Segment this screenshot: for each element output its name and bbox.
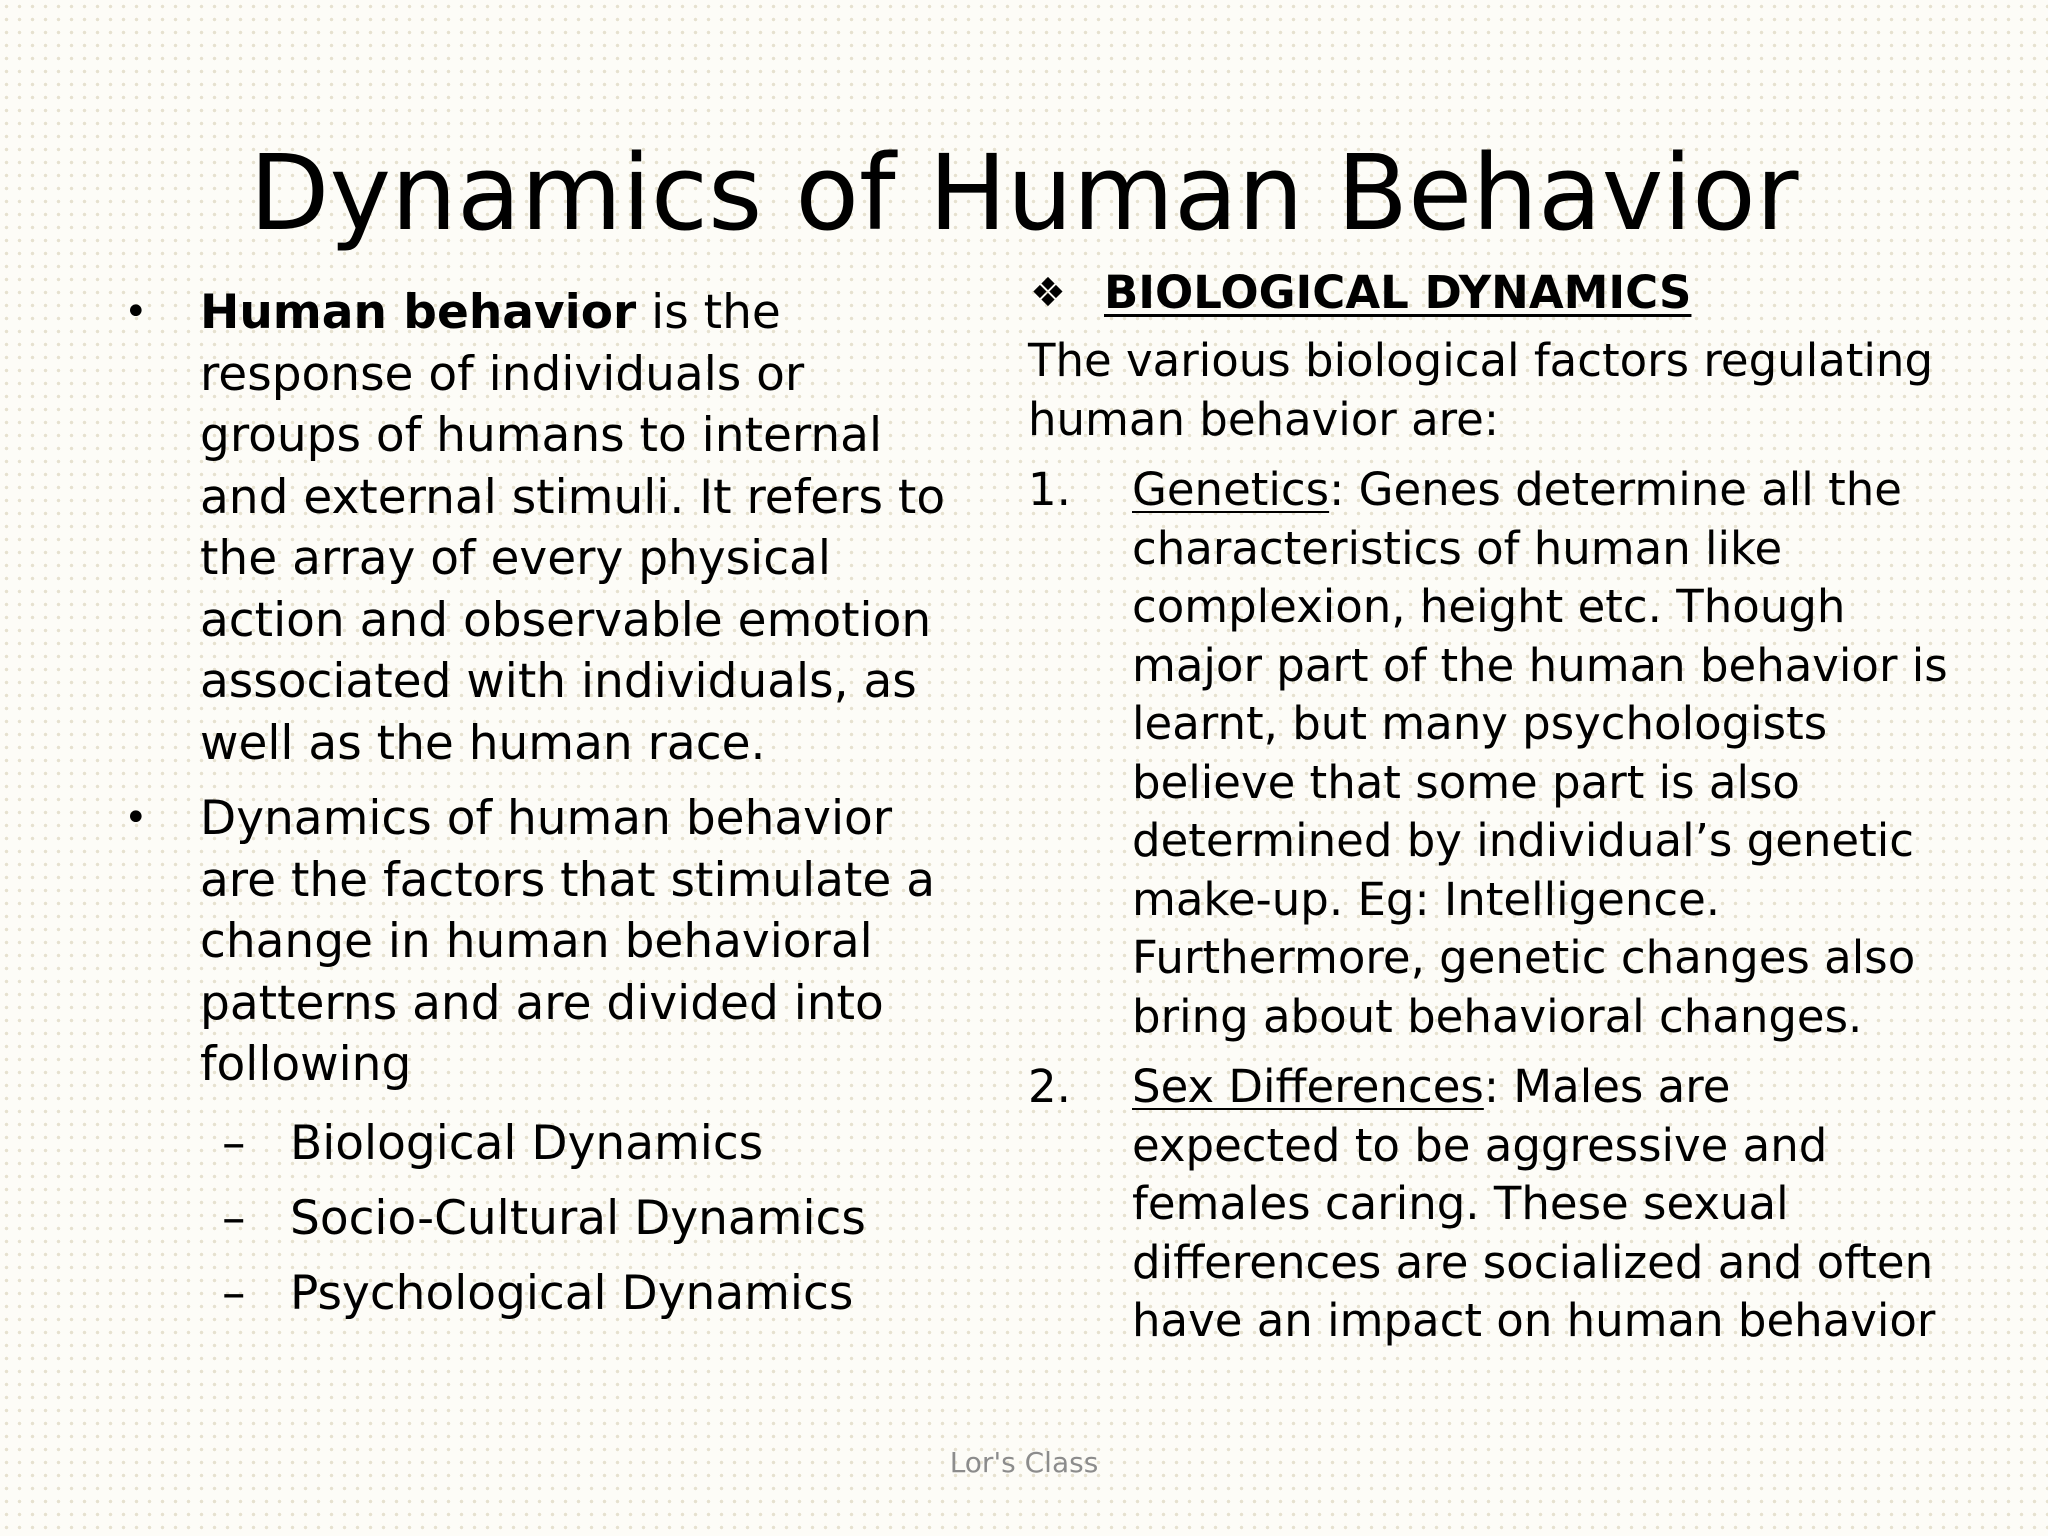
left-column xyxy=(118,282,948,1345)
sub-item-label: Psychological Dynamics xyxy=(290,1265,854,1321)
bullet-text: Dynamics of human behavior are the factors that stimulate a change in human behavioral patterns and are divided into following xyxy=(200,791,936,1092)
numbered-item-sex-differences xyxy=(1028,1058,1948,1351)
bullet-bold-term: Human behavior xyxy=(200,285,637,340)
bullet-human-behavior xyxy=(118,282,948,774)
item-text: : Genes determine all the characteristics of human like complexion, height etc. Though major part of the human behavior is learnt, but many psychologists believe that some part is also determined by individual’s genetic make-up. Eg: Intelligence. Furthermore, genetic changes also bring about behavioral changes. xyxy=(1132,463,1948,1043)
bullet-icon: • xyxy=(124,289,148,335)
sub-item-biological xyxy=(118,1106,948,1181)
dynamics-sub-list xyxy=(118,1106,948,1331)
sub-item-socio-cultural xyxy=(118,1181,948,1256)
diamond-bullet-icon: ❖ xyxy=(1030,270,1066,316)
section-heading xyxy=(1028,262,1948,324)
item-term: Genetics xyxy=(1132,463,1330,516)
bullet-text: is the response of individuals or groups of humans to internal and external stimuli. It refers to the array of every physical action and observable emotion associated with individuals, as well as the human race. xyxy=(200,285,946,771)
section-intro: The various biological factors regulating human behavior are: xyxy=(1028,334,1934,446)
section-heading-text: BIOLOGICAL DYNAMICS xyxy=(1104,266,1692,319)
slide-footer: Lor's Class xyxy=(949,1446,1099,1479)
sub-item-label: Socio-Cultural Dynamics xyxy=(290,1190,866,1246)
dash-icon: – xyxy=(222,1265,246,1321)
item-number: 2. xyxy=(1028,1060,1071,1113)
right-column xyxy=(1028,262,1948,1363)
numbered-item-genetics xyxy=(1028,461,1948,1046)
sub-item-label: Biological Dynamics xyxy=(290,1115,764,1171)
bullet-icon: • xyxy=(124,795,148,841)
item-term: Sex Differences xyxy=(1132,1060,1484,1113)
dash-icon: – xyxy=(222,1115,246,1171)
sub-item-psychological xyxy=(118,1256,948,1331)
slide-title: Dynamics of Human Behavior xyxy=(249,132,1799,254)
bullet-dynamics xyxy=(118,788,948,1331)
dash-icon: – xyxy=(222,1190,246,1246)
item-text: : Males are expected to be aggressive and females caring. These sexual differences are socialized and often have an impact on human behavior xyxy=(1132,1060,1936,1347)
item-number: 1. xyxy=(1028,463,1071,516)
